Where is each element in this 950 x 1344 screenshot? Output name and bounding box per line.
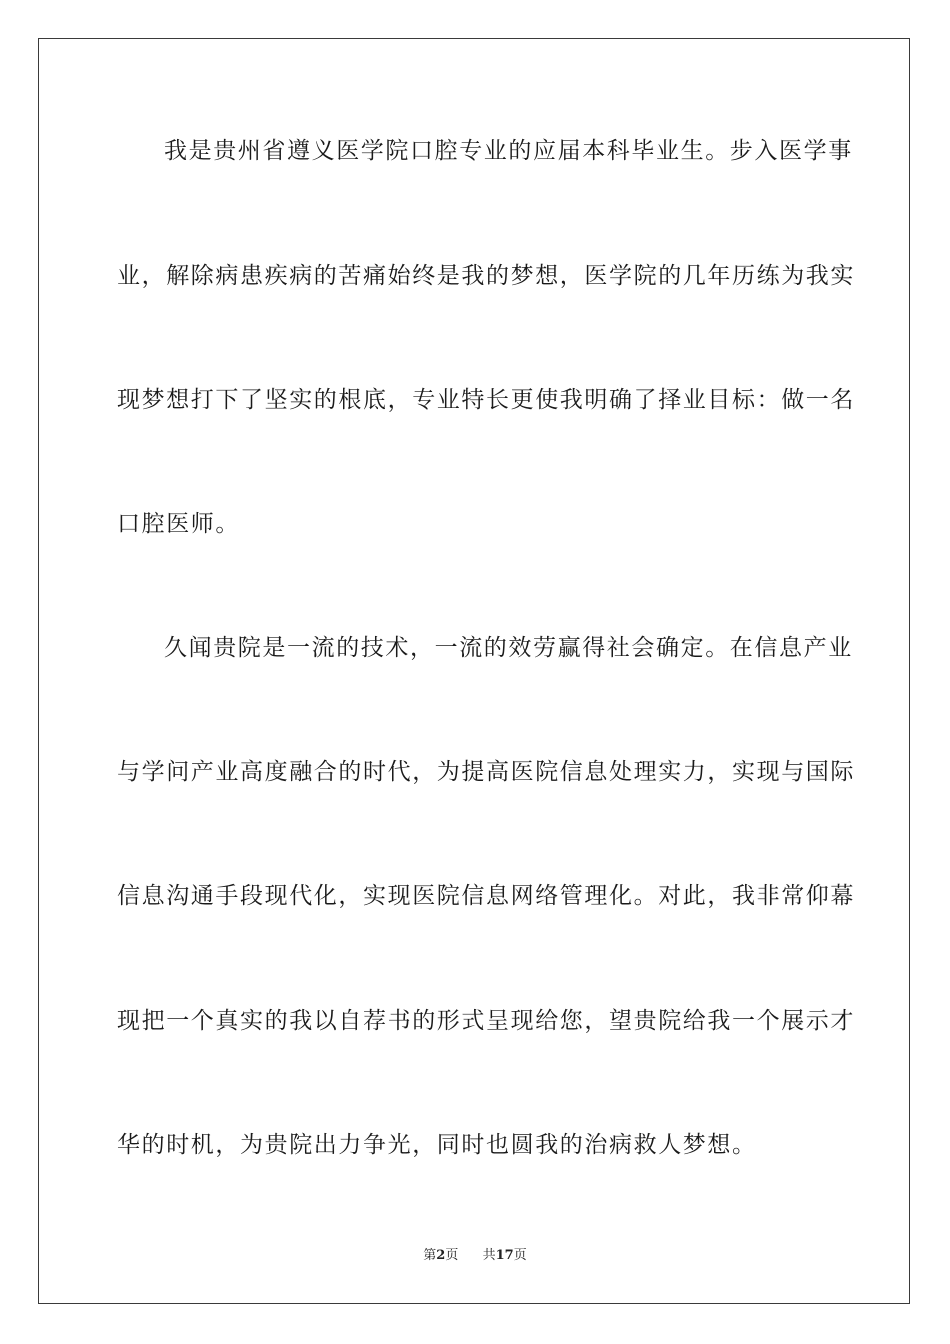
page-border: [38, 38, 910, 1304]
paragraph-1-line-3: 现梦想打下了坚实的根底，专业特长更使我明确了择业目标：做一名: [117, 387, 855, 413]
paragraph-1-line-2: 业，解除病患疾病的苦痛始终是我的梦想，医学院的几年历练为我实: [117, 263, 855, 289]
page-indicator: [423, 1248, 458, 1263]
total-pages: 17: [495, 1248, 514, 1263]
page-number: 2: [436, 1248, 446, 1263]
page-prefix: 第: [423, 1248, 437, 1263]
total-prefix: 共: [482, 1248, 496, 1263]
total-suffix: 页: [513, 1248, 527, 1263]
paragraph-2-line-1: 久闻贵院是一流的技术，一流的效劳赢得社会确定。在信息产业: [164, 635, 853, 661]
paragraph-2-line-4: 现把一个真实的我以自荐书的形式呈现给您，望贵院给我一个展示才: [117, 1008, 855, 1034]
paragraph-2-line-2: 与学问产业高度融合的时代，为提高医院信息处理实力，实现与国际: [117, 759, 855, 785]
paragraph-2-line-5: 华的时机，为贵院出力争光，同时也圆我的治病救人梦想。: [117, 1132, 757, 1158]
paragraph-2-line-3: 信息沟通手段现代化，实现医院信息网络管理化。对此，我非常仰幕: [117, 883, 855, 909]
page-suffix: 页: [445, 1248, 459, 1263]
total-pages-indicator: [483, 1248, 527, 1263]
paragraph-1-line-1: 我是贵州省遵义医学院口腔专业的应届本科毕业生。步入医学事: [164, 138, 853, 164]
paragraph-1-line-4: 口腔医师。: [117, 511, 240, 537]
page-footer: [0, 1248, 950, 1264]
